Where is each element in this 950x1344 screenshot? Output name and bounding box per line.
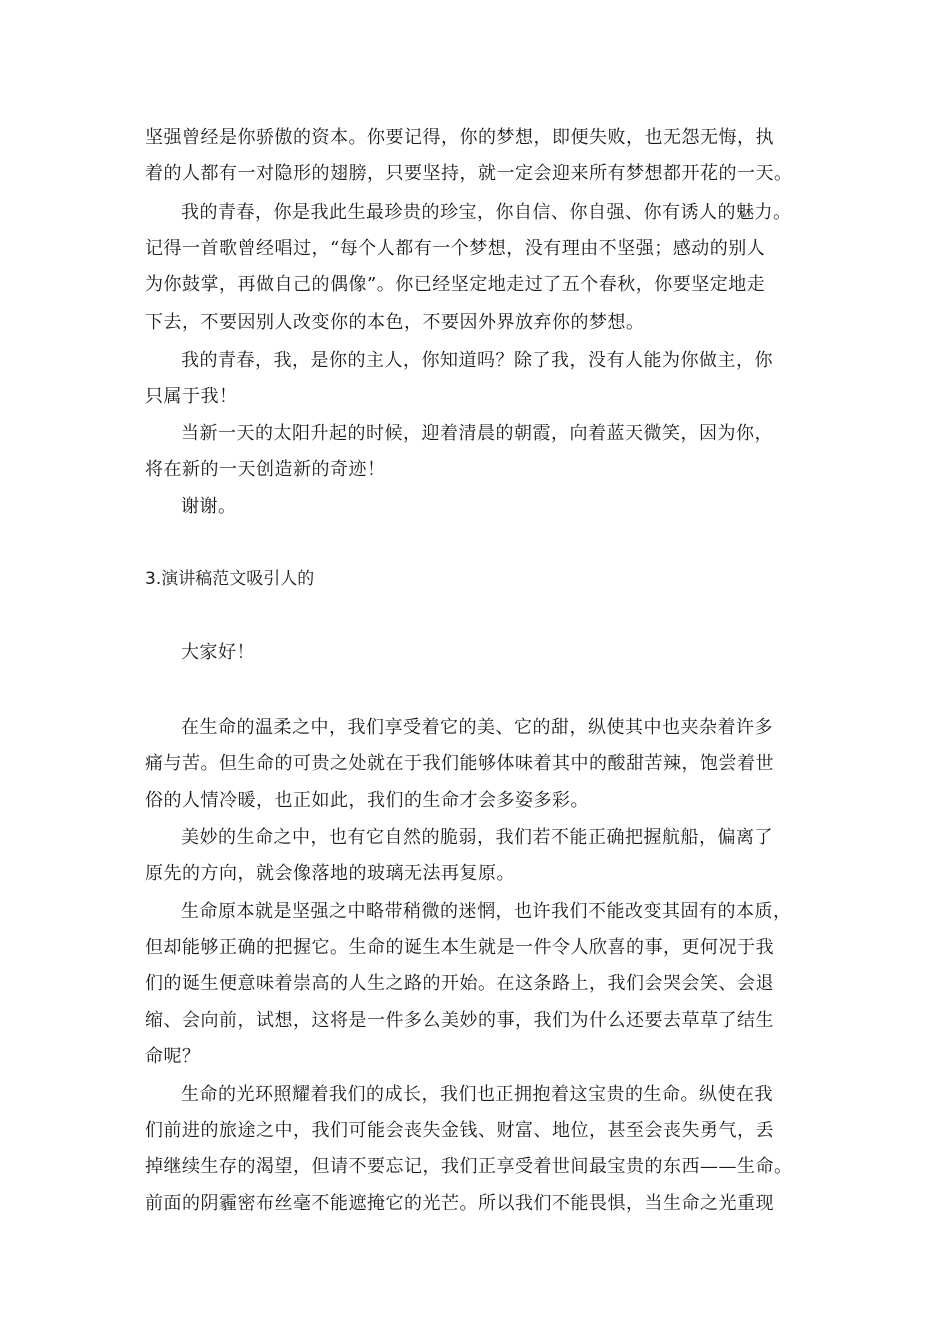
text-line: 痛与苦。但生命的可贵之处就在于我们能够体味着其中的酸甜苦辣，饱尝着世 (145, 753, 774, 774)
text-line: 当新一天的太阳升起的时候，迎着清晨的朝霞，向着蓝天微笑，因为你， (181, 423, 773, 444)
text-line: 坚强曾经是你骄傲的资本。你要记得，你的梦想，即便失败，也无怨无悔，执 (145, 127, 774, 148)
text-line: 为你鼓掌，再做自己的偶像”。你已经坚定地走过了五个春秋，你要坚定地走 (145, 274, 766, 295)
text-line: 美妙的生命之中，也有它自然的脆弱，我们若不能正确把握航船，偏离了 (181, 827, 773, 848)
text-line: 着的人都有一对隐形的翅膀，只要坚持，就一定会迎来所有梦想都开花的一天。 (145, 163, 793, 184)
text-line: 记得一首歌曾经唱过，“每个人都有一个梦想，没有理由不坚强；感动的别人 (145, 238, 766, 259)
text-line: 们前进的旅途之中，我们可能会丧失金钱、财富、地位，甚至会丧失勇气，丢 (145, 1120, 774, 1141)
text-line: 但却能够正确的把握它。生命的诞生本生就是一件令人欣喜的事，更何况于我 (145, 937, 774, 958)
text-line: 我的青春，你是我此生最珍贵的珍宝，你自信、你自强、你有诱人的魅力。 (181, 202, 792, 223)
section-heading: 3.演讲稿范文吸引人的 (145, 569, 315, 589)
text-line: 们的诞生便意味着崇高的人生之路的开始。在这条路上，我们会哭会笑、会退 (145, 973, 774, 994)
text-line: 缩、会向前，试想，这将是一件多么美妙的事，我们为什么还要去草草了结生 (145, 1010, 774, 1031)
text-line: 只属于我！ (145, 386, 238, 407)
text-line: 下去，不要因别人改变你的本色，不要因外界放弃你的梦想。 (145, 312, 645, 333)
text-line: 原先的方向，就会像落地的玻璃无法再复原。 (145, 863, 515, 884)
text-line: 我的青春，我，是你的主人，你知道吗？除了我，没有人能为你做主，你 (181, 350, 773, 371)
text-line: 命呢？ (145, 1046, 201, 1067)
greeting: 大家好！ (181, 642, 255, 663)
text-line: 生命的光环照耀着我们的成长，我们也正拥抱着这宝贵的生命。纵使在我 (181, 1084, 773, 1105)
text-line: 掉继续生存的渴望，但请不要忘记，我们正享受着世间最宝贵的东西——生命。 (145, 1156, 793, 1177)
text-line: 俗的人情冷暖，也正如此，我们的生命才会多姿多彩。 (145, 790, 589, 811)
text-line: 在生命的温柔之中，我们享受着它的美、它的甜，纵使其中也夹杂着许多 (181, 717, 773, 738)
text-line: 谢谢。 (181, 496, 237, 517)
text-line: 将在新的一天创造新的奇迹！ (145, 459, 386, 480)
text-line: 前面的阴霾密布丝毫不能遮掩它的光芒。所以我们不能畏惧，当生命之光重现 (145, 1193, 774, 1214)
text-line: 生命原本就是坚强之中略带稍微的迷惘，也许我们不能改变其固有的本质， (181, 901, 792, 922)
